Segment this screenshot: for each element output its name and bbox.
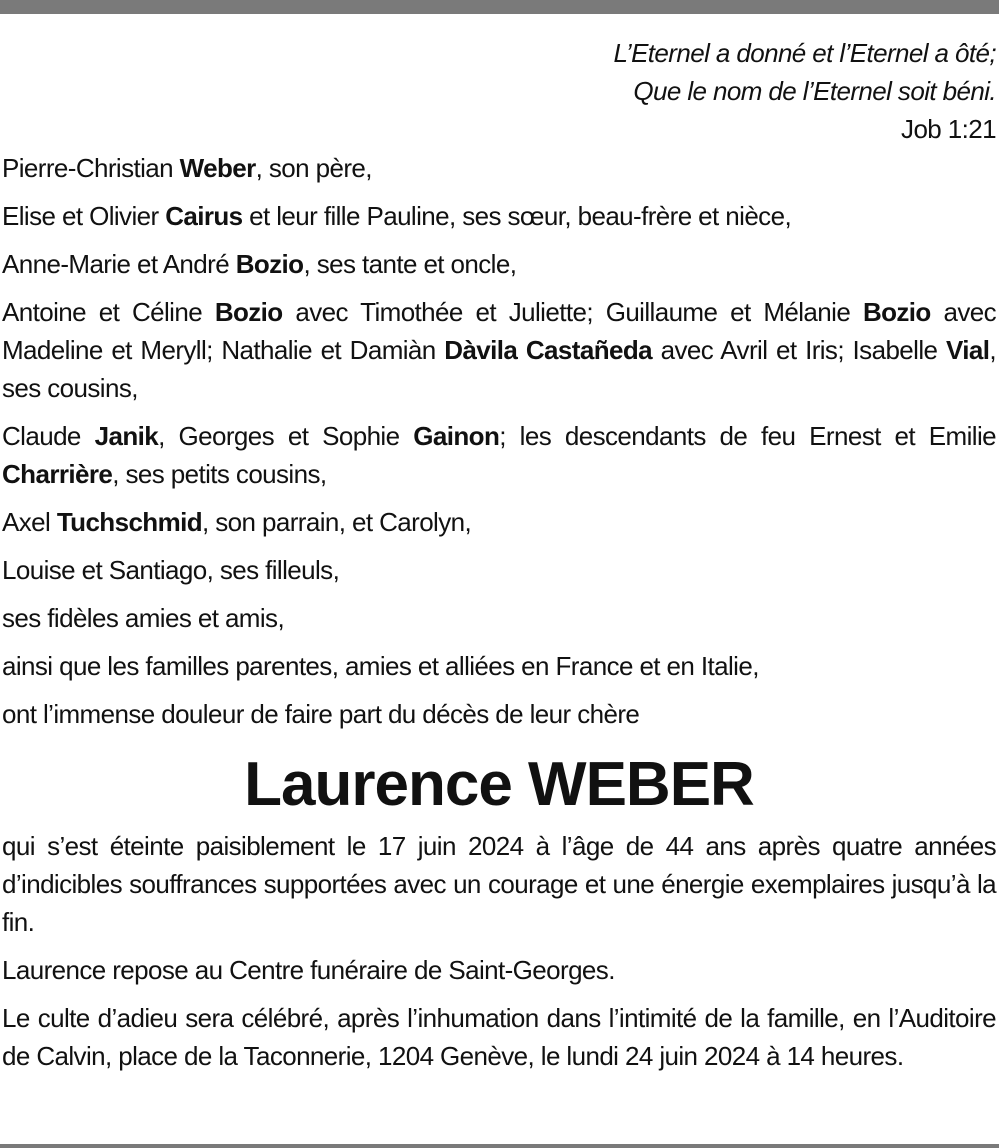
text: ; les descendants de feu Ernest et Emilie (499, 421, 996, 451)
obituary-notice (2, 34, 996, 1085)
family-relatives: ainsi que les familles parentes, amies et alliées en France et en Italie, (2, 651, 759, 681)
resting-place: Laurence repose au Centre funéraire de Saint-Georges. (2, 955, 615, 985)
text: Pierre-Christian (2, 153, 180, 183)
deceased-name: Laurence WEBER (244, 750, 754, 819)
family-friends: ses fidèles amies et amis, (2, 603, 285, 633)
text: Claude (2, 421, 95, 451)
text: , ses tante et oncle, (303, 249, 517, 279)
epigraph-line-2: Que le nom de l’Eternel soit béni. (633, 76, 996, 106)
text: , son père, (255, 153, 372, 183)
surname: Charrière (2, 459, 113, 489)
family-godchildren: Louise et Santiago, ses filleuls, (2, 555, 340, 585)
text: , Georges et Sophie (158, 421, 414, 451)
surname: Bozio (235, 249, 304, 279)
text: avec Avril et Iris; Isabelle (651, 335, 946, 365)
text: Antoine et Céline (2, 297, 215, 327)
family-aunt-uncle (2, 245, 996, 283)
text: , son parrain, et Carolyn, (202, 507, 472, 537)
text: et leur fille Pauline, ses sœur, beau-frère et nièce, (242, 201, 792, 231)
text: , ses petits cousins, (112, 459, 327, 489)
text: , ses cousins, (2, 335, 996, 403)
family-sister (2, 197, 996, 235)
text: Anne-Marie et André (2, 249, 236, 279)
service-details: Le culte d’adieu sera célébré, après l’inhumation dans l’intimité de la famille, en l’Auditoire de Calvin, place de la Taconnerie, 1204 Genève, le lundi 24 juin 2024 à 14 heures. (2, 1003, 996, 1071)
surname: Janik (94, 421, 159, 451)
surname: Dàvila Castañeda (444, 335, 652, 365)
text: avec Madeline et Meryll; Nathalie et Damiàn (2, 297, 996, 365)
death-details: qui s’est éteinte paisiblement le 17 juin 2024 à l’âge de 44 ans après quatre années d’indicibles souffrances supportées avec un courage et une énergie exemplaires jusqu’à la fin. (2, 831, 996, 937)
family-godfather (2, 503, 996, 541)
epigraph (2, 34, 996, 148)
bottom-rule (0, 1144, 999, 1148)
surname: Gainon (413, 421, 500, 451)
epigraph-line-1: L’Eternel a donné et l’Eternel a ôté; (613, 38, 996, 68)
text: Axel (2, 507, 57, 537)
surname: Bozio (862, 297, 931, 327)
surname: Vial (945, 335, 990, 365)
surname: Cairus (165, 201, 243, 231)
announcement-line: ont l’immense douleur de faire part du décès de leur chère (2, 699, 640, 729)
surname: Bozio (214, 297, 283, 327)
epigraph-reference: Job 1:21 (901, 114, 996, 144)
surname: Tuchschmid (56, 507, 203, 537)
text: Elise et Olivier (2, 201, 166, 231)
text: avec Timothée et Juliette; Guillaume et Mélanie (282, 297, 863, 327)
family-second-cousins (2, 417, 996, 493)
surname: Weber (179, 153, 256, 183)
family-father (2, 149, 996, 187)
top-rule (0, 0, 999, 14)
family-cousins (2, 293, 996, 407)
